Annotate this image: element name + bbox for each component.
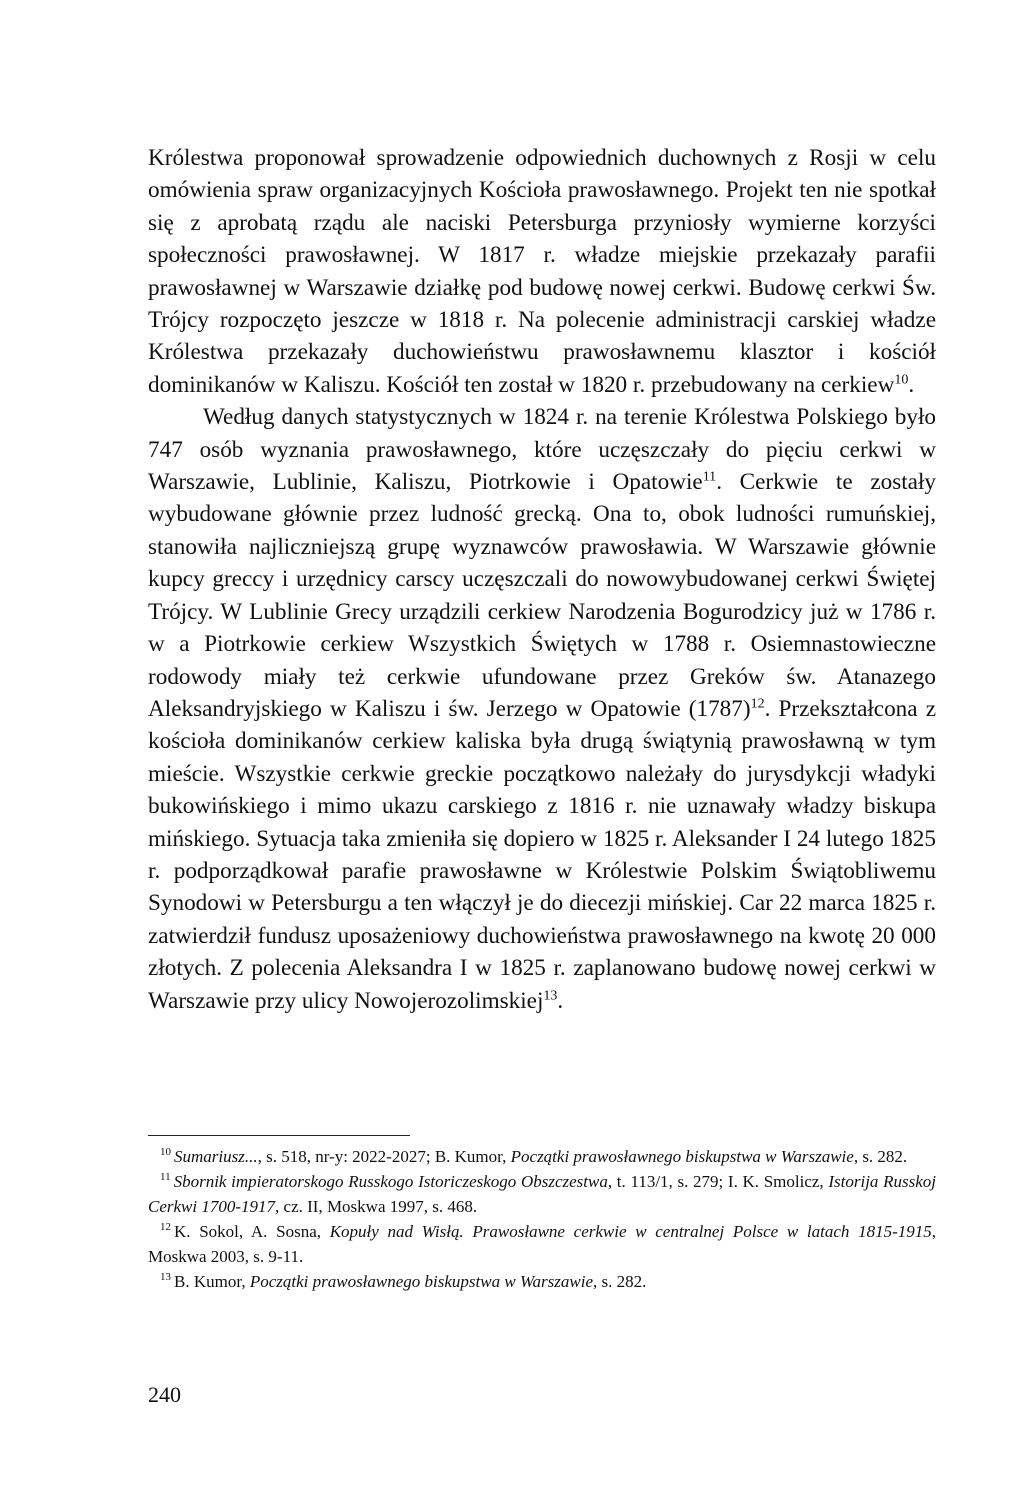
footnote-ref-12[interactable]: 12 <box>750 696 765 712</box>
footnote-11: $^{11}$ Sbornik impieratorskogo Russkogo Istoriczeskogo Obszczestwa, t. 113/1, s. 279; I. K. Smolicz, Istorija Russkoj Cerkwi 1700-1917, cz. II, Moskwa 1997, s. 468. <box>148 1171 937 1216</box>
page-number: 240 <box>148 1382 181 1407</box>
footnote-12: $^{12}$ K. Sokol, A. Sosna, Kopuły nad Wisłą. Prawosławne cerkwie w centralnej Polsce w latach 1815-1915, Moskwa 2003, s. 9-11. <box>148 1221 936 1266</box>
paragraph-2: Według danych statystycznych w 1824 r. na terenie Królestwa Polskiego było 747 osób wyznania prawosławnego, które uczęszczały do pięciu cerkwi w Warszawie, Lublinie, Kaliszu, Piotrkowie i Opatowie$^{11}$. Cerkwie te zostały wybudowane głównie przez ludność grecką. Ona to, obok ludności rumuńskiej, stanowiła najliczniejszą grupę wyznawców prawosławia. W Warszawie głównie kupcy greccy i urzędnicy carscy uczęszczali do nowowybudowanej cerkwi Świętej Trójcy. W Lublinie Grecy urządzili cerkiew Narodzenia Bogurodzicy już w 1786 r. w a Piotrkowie cerkiew Wszystkich Świętych w 1788 r. Osiemnastowieczne rodowody miały też cerkwie ufundowane przez Greków św. Atanazego Aleksandryjskiego w Kaliszu i św. Jerzego w Opatowie (1787)$^{12}$. Przekształcona z kościoła dominikanów cerkiew kaliska była drugą świątynią prawosławną w tym mieście. Wszystkie cerkwie greckie początkowo należały do jurysdykcji władyki bukowińskiego i mimo ukazu carskiego z 1816 r. nie uznawały władzy biskupa mińskiego. Sytuacja taka zmieniła się dopiero w 1825 r. Aleksander I 24 lutego 1825 r. podporządkował parafie prawosławne w Królestwie Polskim Świątobliwemu Synodowi w Petersburgu a ten włączył je do diecezji mińskiej. Car 22 marca 1825 r. zatwierdził fundusz uposażeniowy duchowieństwa prawosławnego na kwotę 20 000 złotych. Z polecenia Aleksandra I w 1825 r. zaplanowano budowę nowej cerkwi w Warszawie przy ulicy Nowojerozolimskiej$^{13}$. <box>148 404 937 1014</box>
footnote-10: $^{10}$ Sumariusz..., s. 518, nr-y: 2022-2027; B. Kumor, Początki prawosławnego biskupstwa w Warszawie, s. 282. <box>160 1146 908 1166</box>
paragraph-1: Królestwa proponował sprowadzenie odpowiednich duchownych z Rosji w celu omówienia spraw organizacyjnych Kościoła prawosławnego. Projekt ten nie spotkał się z aprobatą rządu ale naciski Petersburga przyniosły wymierne korzyści społeczności prawosławnej. W 1817 r. władze miejskie przekazały parafii prawosławnej w Warszawie działkę pod budowę nowej cerkwi. Budowę cerkwi Św. Trójcy rozpoczęto jeszcze w 1818 r. Na polecenie administracji carskiej władze Królestwa przekazały duchowieństwu prawosławnemu klasztor i kościół dominikanów w Kaliszu. Kościół ten został w 1820 r. przebudowany na cerkiew$^{10}$. <box>148 145 936 398</box>
footnote-ref-11[interactable]: 11 <box>702 469 717 485</box>
main-text <box>148 142 936 1017</box>
footnote-separator <box>148 1135 410 1136</box>
footnotes <box>148 1144 936 1294</box>
footnote-ref-10[interactable]: 10 <box>894 372 909 388</box>
footnote-13: $^{13}$ B. Kumor, Początki prawosławnego biskupstwa w Warszawie, s. 282. <box>160 1271 647 1291</box>
footnote-ref-13[interactable]: 13 <box>543 987 558 1003</box>
